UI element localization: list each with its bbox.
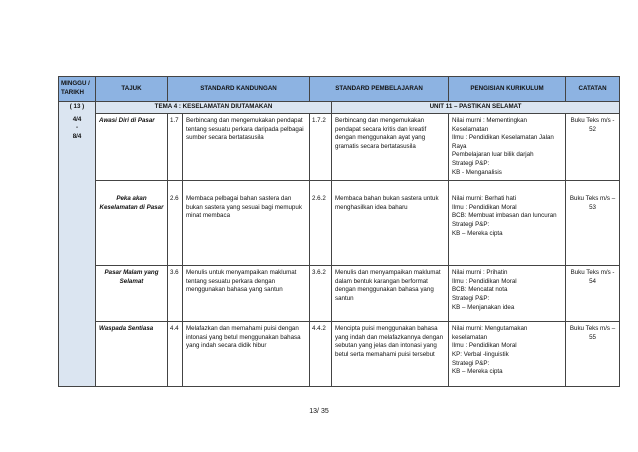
pengisian-line: KB - Menganalisis	[452, 168, 502, 176]
tajuk-cell: Awasi Diri di Pasar	[96, 114, 168, 181]
catatan-cell: Buku Teks m/s - 52	[566, 114, 620, 181]
sp-number: 3.6.2	[310, 266, 332, 322]
pengisian-line: Ilmu : Pendidikan Moral	[452, 203, 517, 211]
header-tajuk: TAJUK	[96, 77, 168, 102]
tajuk-cell: Pasar Malam yang Selamat	[96, 266, 168, 322]
pengisian-line: Nilai murni : Prihatin	[452, 269, 508, 277]
pengisian-line: Strategi P&P:	[452, 359, 490, 367]
pengisian-line: KB – Menjanakan idea	[452, 303, 515, 311]
catatan-cell: Buku Teks m/s – 55	[566, 322, 620, 387]
header-catatan: CATATAN	[566, 77, 620, 102]
pengisian-line: Nilai murni: Berhati hati	[452, 195, 516, 203]
week-start: 4/4	[72, 115, 82, 123]
sp-text: Berbincang dan mengemukakan pendapat secara kritis dan kreatif dengan menggunakan ayat yang gramatis secara bertatasusila	[332, 114, 449, 181]
sp-text: Menulis dan menyampaikan maklumat dalam bentuk karangan berformat dengan menggunakan bahasa yang santun	[332, 266, 449, 322]
table-row	[59, 322, 620, 387]
pengisian-line: KP: Verbal -linguistik	[452, 350, 509, 358]
page-number: 13/ 35	[309, 408, 329, 415]
sk-number: 4.4	[168, 322, 183, 387]
pengisian-cell	[449, 181, 566, 266]
week-number: ( 13 )	[69, 103, 85, 110]
sp-text: Membaca bahan bukan sastera untuk menghasilkan idea baharu	[332, 181, 449, 266]
week-cell	[59, 102, 96, 387]
table-row	[59, 181, 620, 266]
unit-title: UNIT 11 – PASTIKAN SELAMAT	[332, 102, 620, 114]
header-row	[59, 77, 620, 102]
sp-number: 2.6.2	[310, 181, 332, 266]
catatan-cell: Buku Teks m/s - 54	[566, 266, 620, 322]
sk-text: Menulis untuk menyampaikan maklumat tentang sesuatu perkara dengan menggunakan bahasa yang santun	[183, 266, 310, 322]
sk-text: Membaca pelbagai bahan sastera dan bukan sastera yang sesuai bagi memupuk minat membaca	[183, 181, 310, 266]
pengisian-line: Nilai murni : Mementingkan Keselamatan	[452, 117, 527, 133]
catatan-cell: Buku Teks m/s – 53	[566, 181, 620, 266]
sk-text: Berbincang dan mengemukakan pendapat tentang sesuatu perkara daripada pelbagai sumber secara bertatasusila	[183, 114, 310, 181]
tajuk-cell: Peka akan Keselamatan di Pasar	[96, 181, 168, 266]
pengisian-line: Ilmu : Pendidikan Moral	[452, 342, 517, 350]
pengisian-cell	[449, 114, 566, 181]
sp-number: 4.4.2	[310, 322, 332, 387]
sk-number: 2.6	[168, 181, 183, 266]
pengisian-line: Pembelajaran luar bilik darjah	[452, 151, 534, 159]
pengisian-line: Ilmu : Pendidikan Moral	[452, 277, 517, 285]
week-end: 8/4	[72, 132, 82, 140]
header-standard-pembelajaran: STANDARD PEMBELAJARAN	[310, 77, 449, 102]
pengisian-line: Strategi P&P:	[452, 294, 490, 302]
sk-number: 1.7	[168, 114, 183, 181]
pengisian-line: KB – Mereka cipta	[452, 229, 503, 237]
pengisian-line: Strategi P&P:	[452, 159, 490, 167]
pengisian-line: Nilai murni: Mengutamakan keselamatan	[452, 325, 528, 341]
header-standard-kandungan: STANDARD KANDUNGAN	[168, 77, 310, 102]
sp-text: Mencipta puisi menggunakan bahasa yang indah dan melafazkannya dengan sebutan yang jelas dan intonasi yang betul serta memahami puisi tersebut	[332, 322, 449, 387]
pengisian-line: Strategi P&P:	[452, 220, 490, 228]
header-pengisian: PENGISIAN KURIKULUM	[449, 77, 566, 102]
sk-text: Melafazkan dan memahami puisi dengan intonasi yang betul menggunakan bahasa yang indah secara didik hibur	[183, 322, 310, 387]
pengisian-cell	[449, 266, 566, 322]
sk-number: 3.6	[168, 266, 183, 322]
pengisian-cell	[449, 322, 566, 387]
table-row	[59, 266, 620, 322]
lesson-plan-table	[58, 76, 620, 387]
header-minggu: MINGGU / TARIKH	[59, 77, 96, 102]
table-row	[59, 114, 620, 181]
pengisian-line: BCB: Membuat imbasan dan luncuran	[452, 212, 557, 220]
pengisian-line: Ilmu : Pendidikan Keselamatan Jalan Raya	[452, 134, 554, 150]
tajuk-cell: Waspada Sentiasa	[96, 322, 168, 387]
week-dash: -	[75, 124, 79, 132]
sp-number: 1.7.2	[310, 114, 332, 181]
theme-title: TEMA 4 : KESELAMATAN DIUTAMAKAN	[96, 102, 332, 114]
theme-row	[59, 102, 620, 114]
pengisian-line: BCB: Mencatat nota	[452, 286, 508, 294]
pengisian-line: KB – Mereka cipta	[452, 368, 503, 376]
